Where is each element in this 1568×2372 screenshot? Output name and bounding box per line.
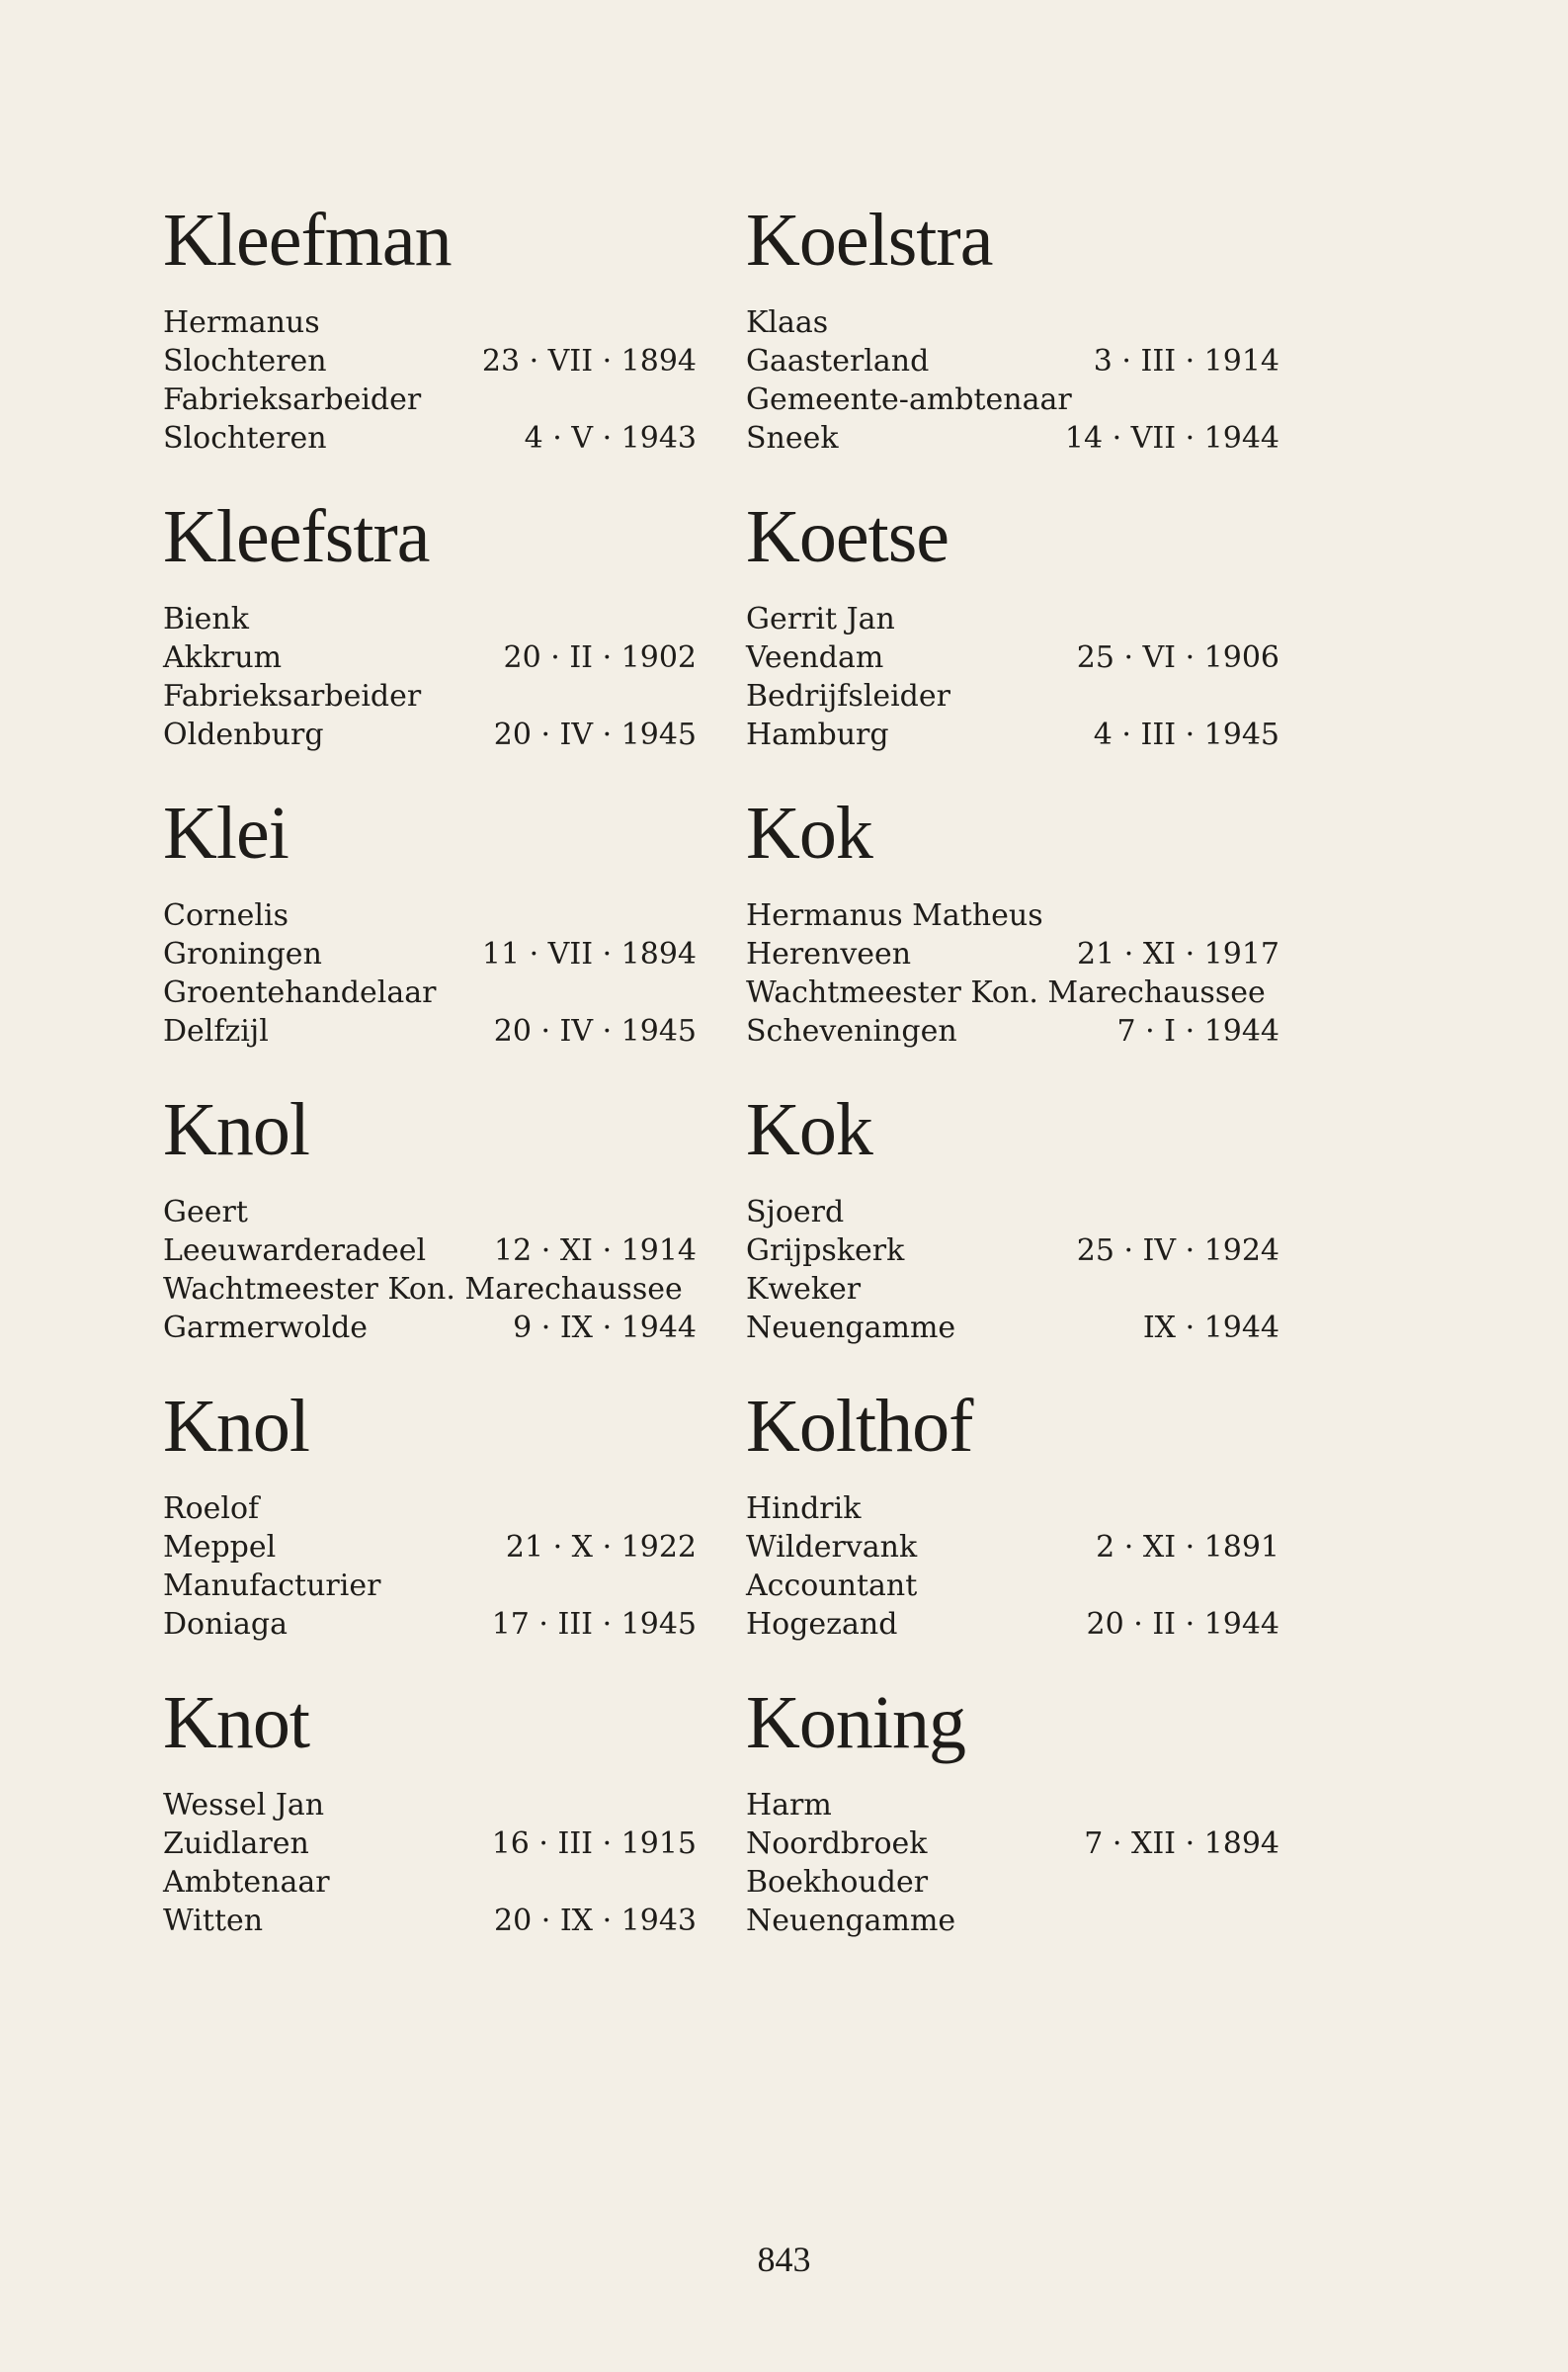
death-place: Garmerwolde bbox=[163, 1311, 369, 1345]
right-column bbox=[746, 193, 1279, 1972]
death-date: 20 · IV · 1945 bbox=[493, 1014, 697, 1049]
birth-place: Herenveen bbox=[746, 937, 912, 972]
person-entry bbox=[163, 193, 697, 489]
given-names: Harm bbox=[746, 1788, 832, 1822]
person-entry bbox=[163, 1675, 697, 1972]
birth-place: Leeuwarderadeel bbox=[163, 1233, 427, 1268]
occupation: Ambtenaar bbox=[163, 1865, 330, 1900]
death-date: 4 · III · 1945 bbox=[1093, 718, 1279, 752]
given-names: Hermanus Matheus bbox=[746, 898, 1043, 933]
birth-place: Akkrum bbox=[163, 640, 283, 675]
birth-date: 25 · IV · 1924 bbox=[1076, 1233, 1279, 1268]
occupation: Wachtmeester Kon. Marechaussee bbox=[746, 975, 1266, 1010]
surname: Knol bbox=[163, 1088, 309, 1171]
birth-date: 16 · III · 1915 bbox=[491, 1826, 697, 1861]
surname: Koetse bbox=[746, 495, 949, 578]
occupation: Fabrieksarbeider bbox=[163, 679, 422, 714]
birth-date: 12 · XI · 1914 bbox=[494, 1233, 697, 1268]
occupation: Boekhouder bbox=[746, 1865, 929, 1900]
birth-date: 2 · XI · 1891 bbox=[1096, 1530, 1279, 1565]
birth-place: Gaasterland bbox=[746, 344, 930, 379]
person-entry bbox=[746, 1675, 1279, 1972]
death-place: Witten bbox=[163, 1904, 264, 1938]
birth-place: Veendam bbox=[746, 640, 884, 675]
person-entry bbox=[746, 1379, 1279, 1675]
occupation: Manufacturier bbox=[163, 1568, 381, 1603]
birth-place: Wildervank bbox=[746, 1530, 918, 1565]
birth-date: 23 · VII · 1894 bbox=[481, 344, 697, 379]
death-date: 7 · I · 1944 bbox=[1116, 1014, 1279, 1049]
person-entry bbox=[163, 489, 697, 786]
birth-date: 21 · XI · 1917 bbox=[1077, 937, 1279, 972]
birth-place: Noordbroek bbox=[746, 1826, 928, 1861]
birth-place: Groningen bbox=[163, 937, 322, 972]
surname: Knot bbox=[163, 1681, 309, 1764]
left-column bbox=[163, 193, 697, 1972]
given-names: Hermanus bbox=[163, 305, 320, 340]
death-date: 20 · IX · 1943 bbox=[494, 1904, 697, 1938]
surname: Klei bbox=[163, 792, 289, 875]
person-entry bbox=[746, 1082, 1279, 1379]
death-place: Hamburg bbox=[746, 718, 889, 752]
person-entry bbox=[746, 489, 1279, 786]
death-place: Neuengamme bbox=[746, 1311, 956, 1345]
death-place: Slochteren bbox=[163, 421, 327, 456]
death-date: IX · 1944 bbox=[1142, 1311, 1279, 1345]
occupation: Gemeente-ambtenaar bbox=[746, 382, 1072, 417]
birth-place: Zuidlaren bbox=[163, 1826, 309, 1861]
person-entry bbox=[746, 193, 1279, 489]
birth-place: Grijpskerk bbox=[746, 1233, 905, 1268]
death-date: 20 · II · 1944 bbox=[1086, 1607, 1279, 1642]
given-names: Roelof bbox=[163, 1491, 260, 1526]
occupation: Kweker bbox=[746, 1272, 862, 1307]
occupation: Wachtmeester Kon. Marechaussee bbox=[163, 1272, 683, 1307]
occupation: Fabrieksarbeider bbox=[163, 382, 422, 417]
birth-date: 7 · XII · 1894 bbox=[1084, 1826, 1279, 1861]
given-names: Wessel Jan bbox=[163, 1788, 325, 1822]
occupation: Accountant bbox=[746, 1568, 918, 1603]
given-names: Cornelis bbox=[163, 898, 289, 933]
death-date: 14 · VII · 1944 bbox=[1064, 421, 1279, 456]
surname: Kleefman bbox=[163, 199, 452, 282]
death-place: Sneek bbox=[746, 421, 839, 456]
birth-place: Slochteren bbox=[163, 344, 327, 379]
surname: Koning bbox=[746, 1681, 965, 1764]
death-date: 17 · III · 1945 bbox=[491, 1607, 697, 1642]
birth-date: 3 · III · 1914 bbox=[1093, 344, 1279, 379]
given-names: Sjoerd bbox=[746, 1195, 845, 1229]
given-names: Bienk bbox=[163, 602, 249, 636]
surname: Kolthof bbox=[746, 1385, 973, 1468]
surname: Kok bbox=[746, 792, 872, 875]
person-entry bbox=[746, 786, 1279, 1082]
birth-place: Meppel bbox=[163, 1530, 277, 1565]
death-place: Neuengamme bbox=[746, 1904, 956, 1938]
given-names: Geert bbox=[163, 1195, 248, 1229]
death-date: 4 · V · 1943 bbox=[524, 421, 697, 456]
death-date: 9 · IX · 1944 bbox=[513, 1311, 697, 1345]
birth-date: 21 · X · 1922 bbox=[505, 1530, 697, 1565]
birth-date: 20 · II · 1902 bbox=[503, 640, 697, 675]
death-place: Delfzijl bbox=[163, 1014, 269, 1049]
surname: Knol bbox=[163, 1385, 309, 1468]
birth-date: 25 · VI · 1906 bbox=[1076, 640, 1279, 675]
death-place: Hogezand bbox=[746, 1607, 898, 1642]
given-names: Hindrik bbox=[746, 1491, 862, 1526]
death-place: Doniaga bbox=[163, 1607, 289, 1642]
surname: Kleefstra bbox=[163, 495, 430, 578]
occupation: Bedrijfsleider bbox=[746, 679, 950, 714]
given-names: Klaas bbox=[746, 305, 829, 340]
person-entry bbox=[163, 786, 697, 1082]
surname: Koelstra bbox=[746, 199, 993, 282]
page-number: 843 bbox=[757, 2240, 811, 2279]
person-entry bbox=[163, 1379, 697, 1675]
death-place: Scheveningen bbox=[746, 1014, 957, 1049]
birth-date: 11 · VII · 1894 bbox=[481, 937, 697, 972]
death-place: Oldenburg bbox=[163, 718, 324, 752]
death-date: 20 · IV · 1945 bbox=[493, 718, 697, 752]
occupation: Groentehandelaar bbox=[163, 975, 437, 1010]
person-entry bbox=[163, 1082, 697, 1379]
given-names: Gerrit Jan bbox=[746, 602, 895, 636]
surname: Kok bbox=[746, 1088, 872, 1171]
